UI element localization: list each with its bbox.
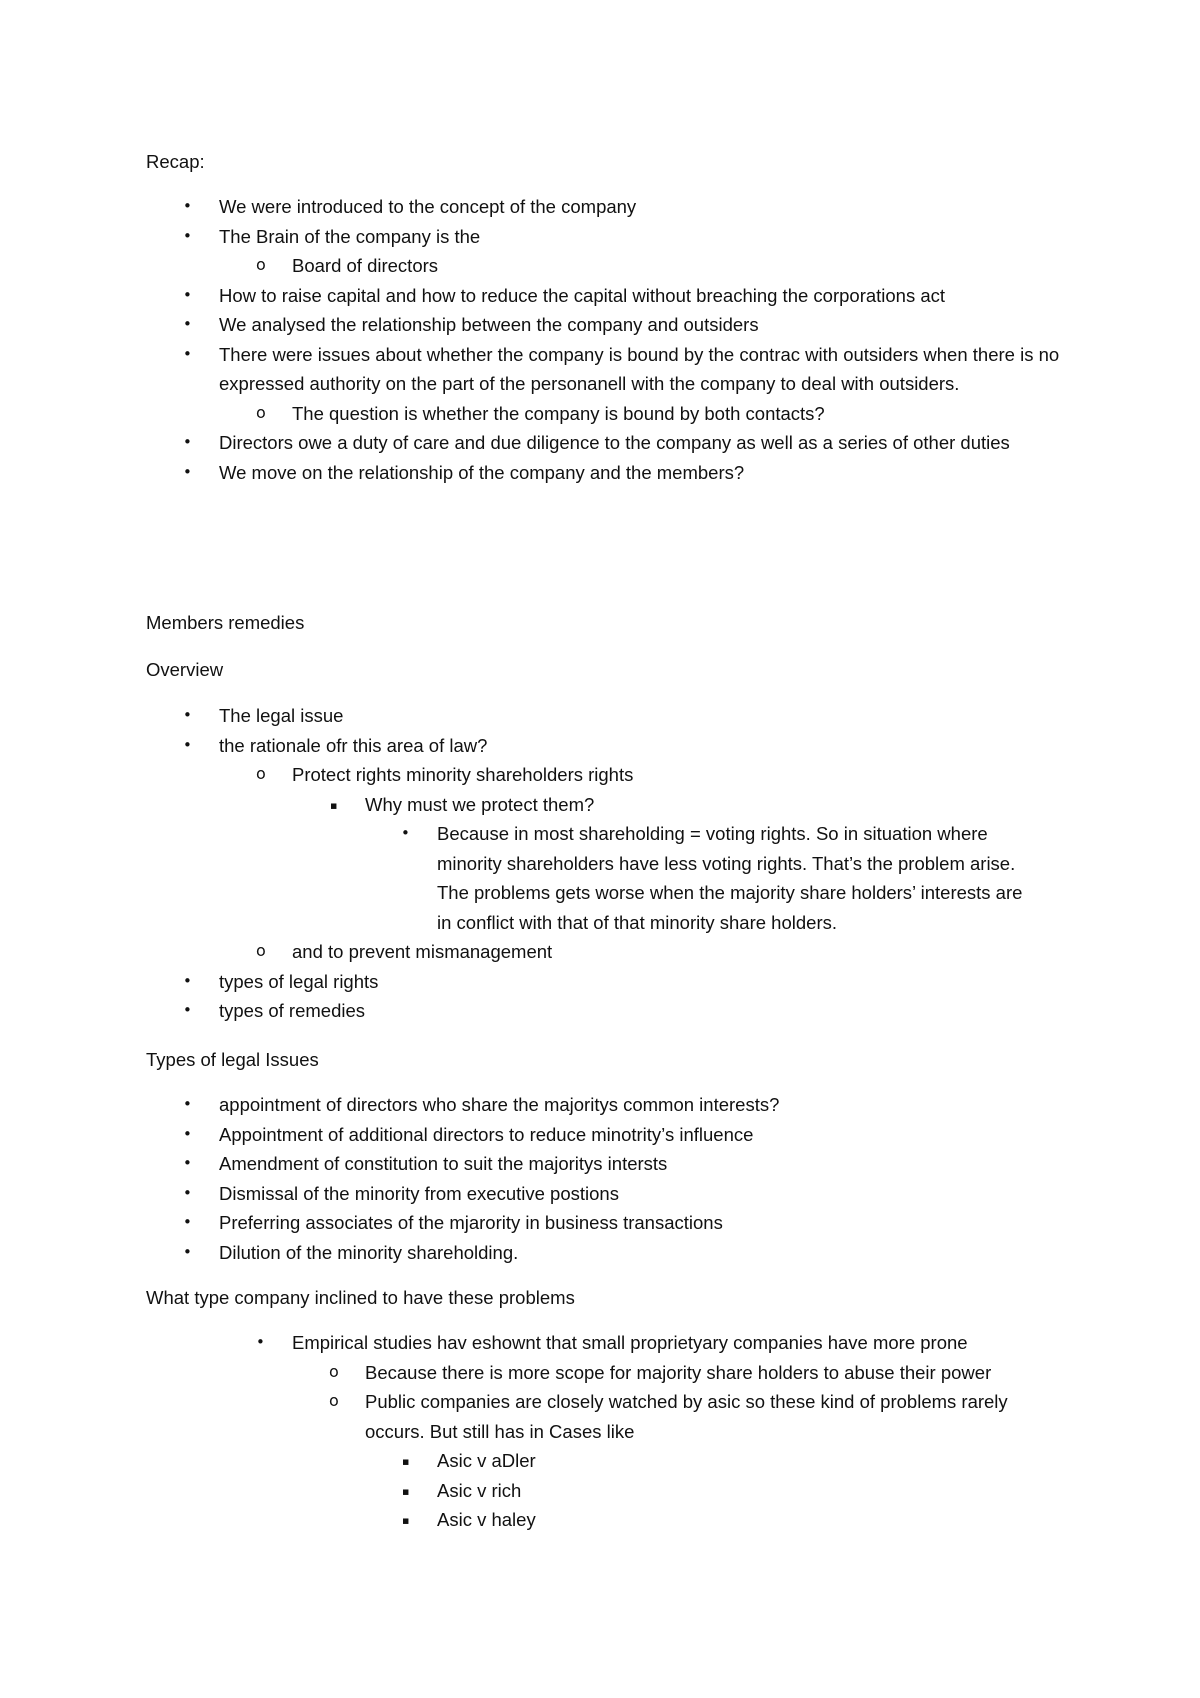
overview-list — [0, 701, 1200, 1026]
bullet-square-icon: ▪ — [330, 798, 338, 812]
bullet-square-icon: ▪ — [402, 1455, 410, 1468]
list-item: o Protect rights minority shareholders rights — [0, 760, 1072, 790]
list-item: • There were issues about whether the company is bound by the contrac with outsiders when there is no expressed authority on the part of the personanell with the company to deal with outsiders. — [0, 340, 1079, 399]
list-item: • Amendment of constitution to suit the majoritys intersts — [0, 1149, 1079, 1179]
recap-heading: Recap: — [146, 151, 205, 172]
bullet-disc-icon: • — [183, 315, 192, 333]
company-type-list — [0, 1328, 1200, 1535]
list-item: • Directors owe a duty of care and due diligence to the company as well as a series of other duties — [0, 428, 1079, 458]
list-item: • Dismissal of the minority from executive postions — [0, 1179, 1079, 1209]
list-item: • Preferring associates of the mjarority in business transactions — [0, 1208, 1079, 1238]
bullet-circle-icon: o — [256, 255, 266, 274]
list-item: • Because in most shareholding = voting rights. So in situation where minority shareholders have less voting rights. That’s the problem arise. The problems gets worse when the majority share holders’ interests are in conflict with that of that minority share holders. — [0, 819, 1037, 937]
list-item: ▪ Asic v haley — [0, 1505, 1047, 1535]
bullet-disc-icon: • — [183, 1242, 192, 1261]
bullet-disc-icon: • — [183, 1183, 192, 1202]
bullet-disc-icon: • — [183, 1213, 192, 1231]
list-item: • types of legal rights — [0, 967, 1079, 997]
list-item: ▪ Asic v aDler — [0, 1446, 1047, 1476]
list-item: • appointment of directors who share the majoritys common interests? — [0, 1090, 1079, 1120]
legal-issues-list — [0, 1090, 1200, 1267]
bullet-disc-icon: • — [183, 433, 192, 451]
bullet-disc-icon: • — [183, 1124, 192, 1143]
list-item: o and to prevent mismanagement — [0, 937, 1072, 967]
list-item: • We were introduced to the concept of the company — [0, 192, 1079, 222]
bullet-disc-icon: • — [183, 1001, 192, 1019]
bullet-disc-icon: • — [256, 1333, 265, 1351]
list-item: • The Brain of the company is the — [0, 222, 1079, 252]
bullet-circle-icon: o — [256, 764, 266, 783]
bullet-circle-icon: o — [329, 1361, 339, 1381]
bullet-square-icon: ▪ — [402, 1514, 410, 1527]
bullet-disc-icon: • — [183, 226, 192, 245]
bullet-square-icon: ▪ — [402, 1484, 410, 1498]
overview-heading: Overview — [146, 659, 224, 680]
list-item: • Appointment of additional directors to reduce minotrity’s influence — [0, 1120, 1079, 1150]
bullet-disc-icon: • — [183, 1154, 192, 1172]
company-type-heading: What type company inclined to have these problems — [146, 1287, 575, 1308]
bullet-disc-icon: • — [183, 971, 192, 990]
list-item: ▪ Asic v rich — [0, 1476, 1047, 1506]
recap-list — [0, 192, 1200, 487]
list-item: • types of remedies — [0, 996, 1079, 1026]
bullet-disc-icon: • — [401, 824, 410, 842]
list-item: ▪ Why must we protect them? — [0, 790, 1065, 820]
list-item: • Dilution of the minority shareholding. — [0, 1238, 1079, 1268]
members-remedies-heading: Members remedies — [146, 612, 305, 633]
list-item: o Because there is more scope for majority share holders to abuse their power — [0, 1358, 1065, 1388]
bullet-disc-icon: • — [183, 197, 192, 215]
list-item: • Empirical studies hav eshownt that small proprietyary companies have more prone — [0, 1328, 1072, 1358]
list-item: o The question is whether the company is bound by both contacts? — [0, 399, 1072, 429]
bullet-disc-icon: • — [183, 462, 192, 481]
bullet-disc-icon: • — [183, 706, 192, 724]
list-item: • the rationale ofr this area of law? — [0, 731, 1079, 761]
list-item: • How to raise capital and how to reduce the capital without breaching the corporations act — [0, 281, 1079, 311]
list-item: • We move on the relationship of the company and the members? — [0, 458, 1079, 488]
bullet-circle-icon: o — [256, 941, 266, 960]
bullet-disc-icon: • — [183, 344, 192, 363]
list-item: o Board of directors — [0, 251, 1072, 281]
bullet-circle-icon: o — [256, 402, 266, 422]
legal-issues-heading: Types of legal Issues — [146, 1049, 319, 1070]
list-item: • The legal issue — [0, 701, 1079, 731]
list-item: • We analysed the relationship between the company and outsiders — [0, 310, 1079, 340]
list-item: o Public companies are closely watched by asic so these kind of problems rarely occurs. But still has in Cases like — [0, 1387, 1065, 1446]
bullet-disc-icon: • — [183, 285, 192, 304]
bullet-circle-icon: o — [329, 1391, 339, 1410]
bullet-disc-icon: • — [183, 735, 192, 754]
bullet-disc-icon: • — [183, 1095, 192, 1113]
